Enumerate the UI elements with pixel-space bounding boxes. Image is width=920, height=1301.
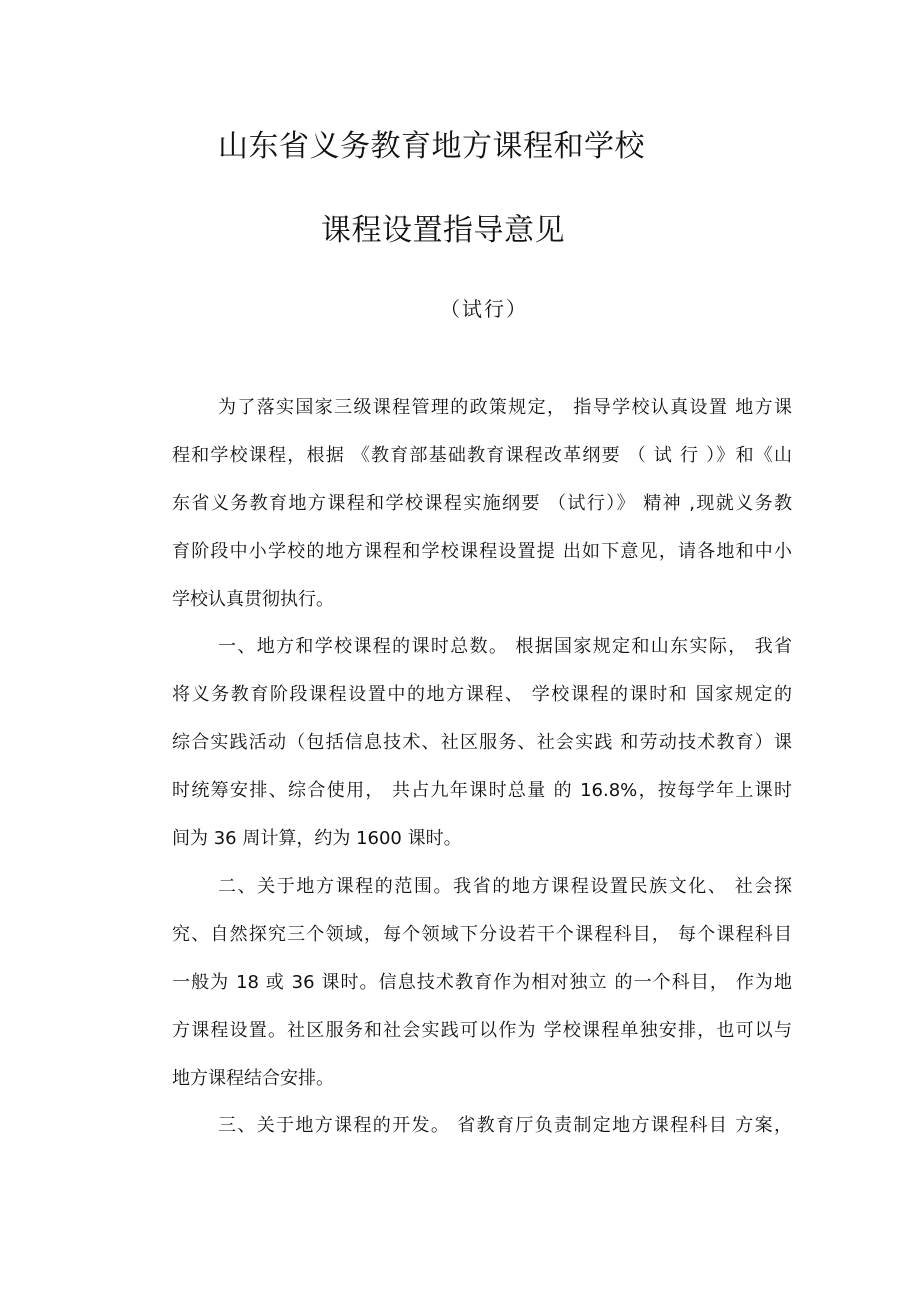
paragraph-section-1	[172, 623, 792, 863]
paragraph-line: 间为 36 周计算，约为 1600 课时。	[172, 828, 462, 849]
document-subtitle: （试行）	[440, 297, 528, 321]
document-title-line-1: 山东省义务教育地方课程和学校	[218, 129, 645, 164]
paragraph-line: 究、自然探究三个领域，每个领域下分设若干个课程科目， 每个课程科目	[172, 924, 792, 945]
paragraph-line: 将义务教育阶段课程设置中的地方课程、 学校课程的课时和 国家规定的	[172, 684, 792, 705]
paragraph-section-3	[172, 1102, 792, 1150]
paragraph-line: 时统筹安排、综合使用， 共占九年课时总量 的 16.8%，按每学年上课时	[172, 780, 792, 801]
paragraph-line: 综合实践活动（包括信息技术、社区服务、社会实践 和劳动技术教育）课	[172, 732, 792, 753]
paragraph-line: 东省义务教育地方课程和学校课程实施纲要 （试行）》 精神 ,现就义务教	[172, 493, 792, 514]
paragraph-line: 学校认真贯彻执行。	[172, 589, 334, 610]
paragraph-line: 程和学校课程，根据 《教育部基础教育课程改革纲要 （ 试 行 ）》和《山	[172, 445, 792, 466]
paragraph-line: 地方课程结合安排。	[172, 1068, 334, 1089]
paragraph-line: 为了落实国家三级课程管理的政策规定， 指导学校认真设置 地方课	[218, 397, 792, 418]
paragraph-intro	[172, 384, 792, 624]
document-title-line-2: 课程设置指导意见	[321, 213, 565, 248]
paragraph-line: 三、关于地方课程的开发。 省教育厅负责制定地方课程科目 方案，	[218, 1115, 792, 1136]
paragraph-line: 二、关于地方课程的范围。我省的地方课程设置民族文化、 社会探	[218, 876, 792, 897]
paragraph-line: 一般为 18 或 36 课时。信息技术教育作为相对独立 的一个科目， 作为地	[172, 972, 792, 993]
paragraph-section-2	[172, 863, 792, 1103]
paragraph-line: 方课程设置。社区服务和社会实践可以作为 学校课程单独安排，也可以与	[172, 1020, 792, 1041]
paragraph-line: 一、地方和学校课程的课时总数。 根据国家规定和山东实际， 我省	[218, 636, 792, 657]
paragraph-line: 育阶段中小学校的地方课程和学校课程设置提 出如下意见，请各地和中小	[172, 541, 792, 562]
